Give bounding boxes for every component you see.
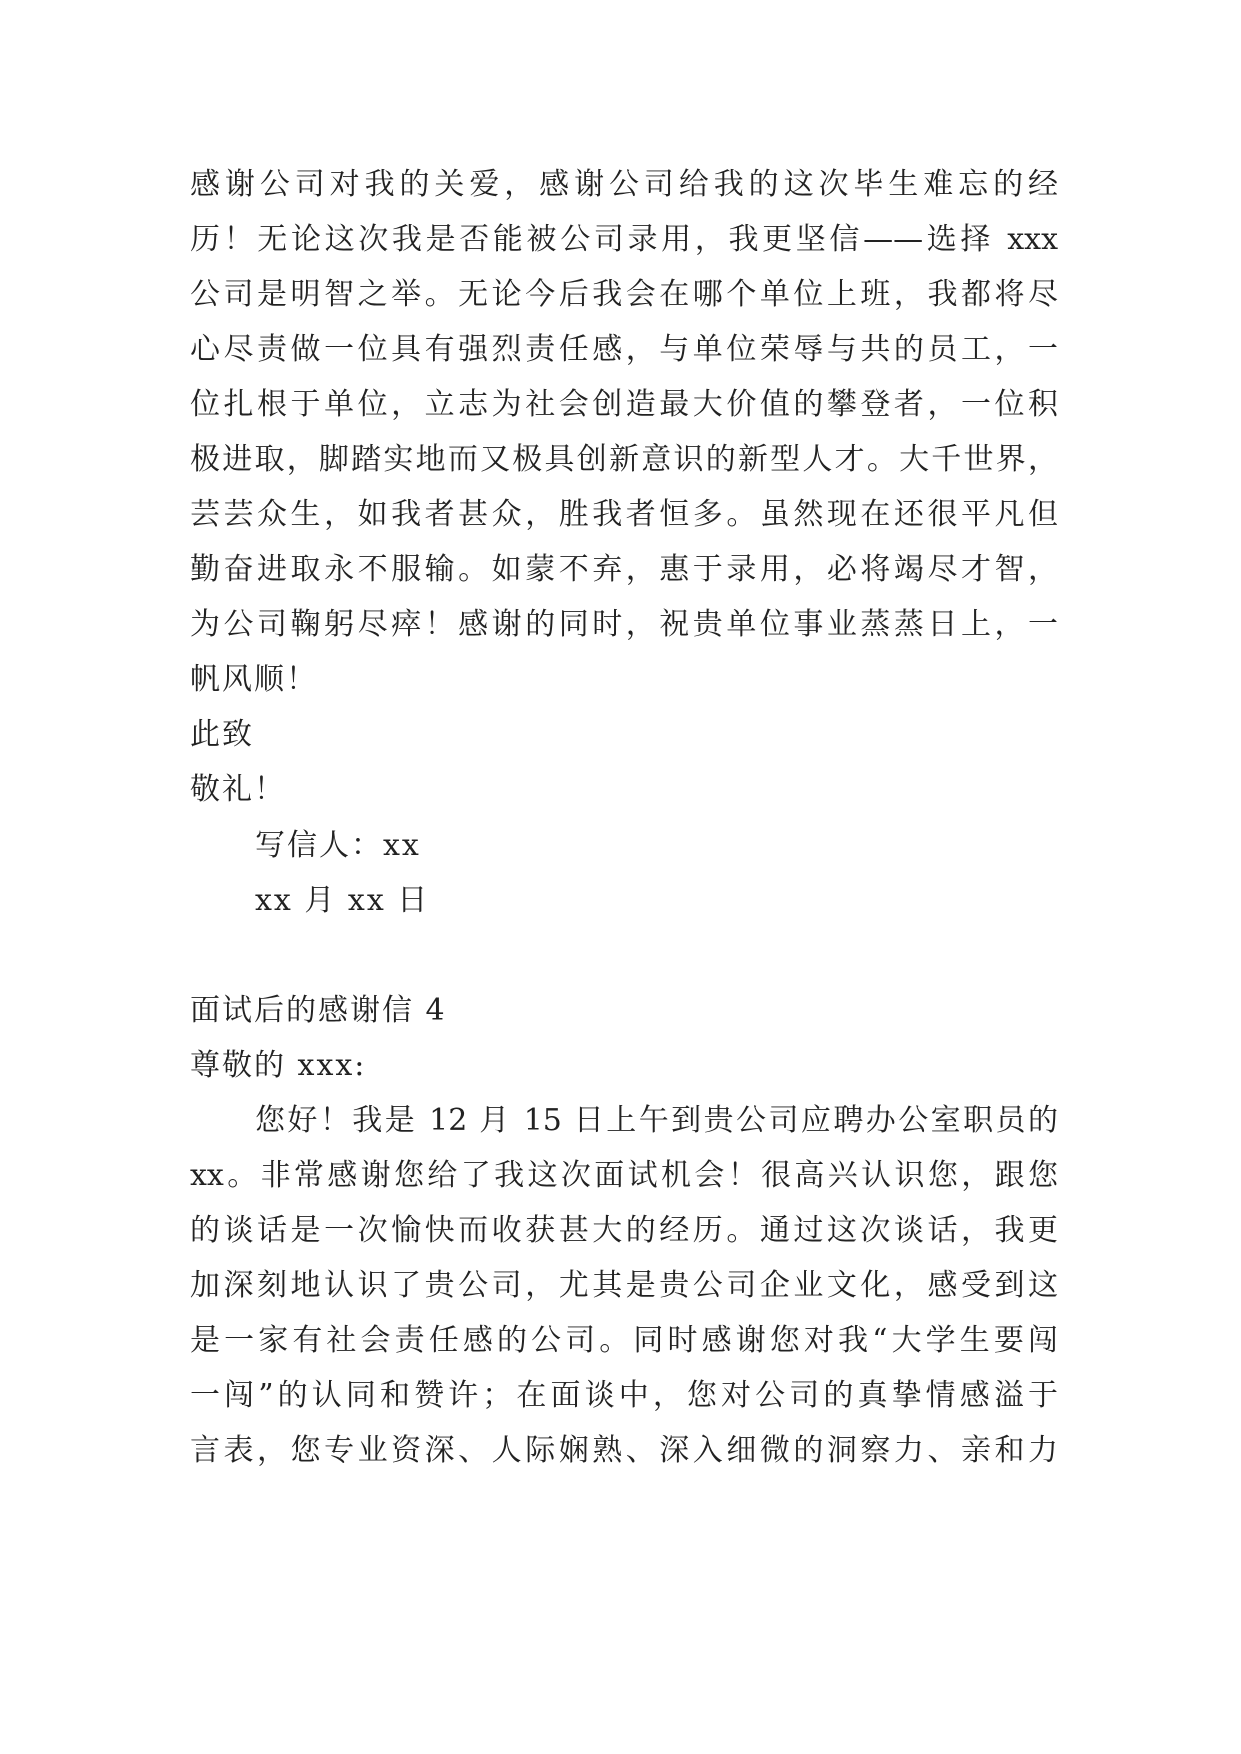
letter3-body-line-2: 历！无论这次我是否能被公司录用，我更坚信——选择 xxx — [190, 222, 1058, 257]
date-line: xx 月 xx 日 — [255, 883, 430, 918]
letter3-body-line-4: 心尽责做一位具有强烈责任感，与单位荣辱与共的员工，一 — [190, 332, 1058, 367]
section-title: 面试后的感谢信 4 — [190, 993, 447, 1028]
closing-ci-zhi: 此致 — [190, 717, 254, 752]
letter4-body-line-6: 一闯”的认同和赞许；在面谈中，您对公司的真挚情感溢于 — [190, 1378, 1058, 1413]
letter3-body-line-8: 勤奋进取永不服输。如蒙不弃，惠于录用，必将竭尽才智， — [190, 552, 1058, 587]
letter4-body-line-4: 加深刻地认识了贵公司，尤其是贵公司企业文化，感受到这 — [190, 1268, 1058, 1303]
letter3-body-line-6: 极进取，脚踏实地而又极具创新意识的新型人才。大千世界， — [190, 442, 1058, 477]
letter3-body-line-1: 感谢公司对我的关爱，感谢公司给我的这次毕生难忘的经 — [190, 167, 1058, 202]
letter4-body-line-7: 言表，您专业资深、人际娴熟、深入细微的洞察力、亲和力 — [190, 1433, 1058, 1468]
letter4-body-line-3: 的谈话是一次愉快而收获甚大的经历。通过这次谈话，我更 — [190, 1213, 1058, 1248]
letter3-body-line-3: 公司是明智之举。无论今后我会在哪个单位上班，我都将尽 — [190, 277, 1058, 312]
letter4-body-line-1: 您好！我是 12 月 15 日上午到贵公司应聘办公室职员的 — [255, 1103, 1058, 1138]
signature-line: 写信人：xx — [255, 828, 421, 863]
letter4-body-line-5: 是一家有社会责任感的公司。同时感谢您对我“大学生要闯 — [190, 1323, 1058, 1358]
letter3-body-line-10: 帆风顺！ — [190, 662, 318, 697]
salutation: 尊敬的 xxx: — [190, 1048, 367, 1083]
letter3-body-line-5: 位扎根于单位，立志为社会创造最大价值的攀登者，一位积 — [190, 387, 1058, 422]
closing-jing-li: 敬礼！ — [190, 772, 286, 807]
letter3-body-line-7: 芸芸众生，如我者甚众，胜我者恒多。虽然现在还很平凡但 — [190, 497, 1058, 532]
letter3-body-line-9: 为公司鞠躬尽瘁！感谢的同时，祝贵单位事业蒸蒸日上，一 — [190, 607, 1058, 642]
letter4-body-line-2: xx。非常感谢您给了我这次面试机会！很高兴认识您，跟您 — [190, 1158, 1058, 1193]
